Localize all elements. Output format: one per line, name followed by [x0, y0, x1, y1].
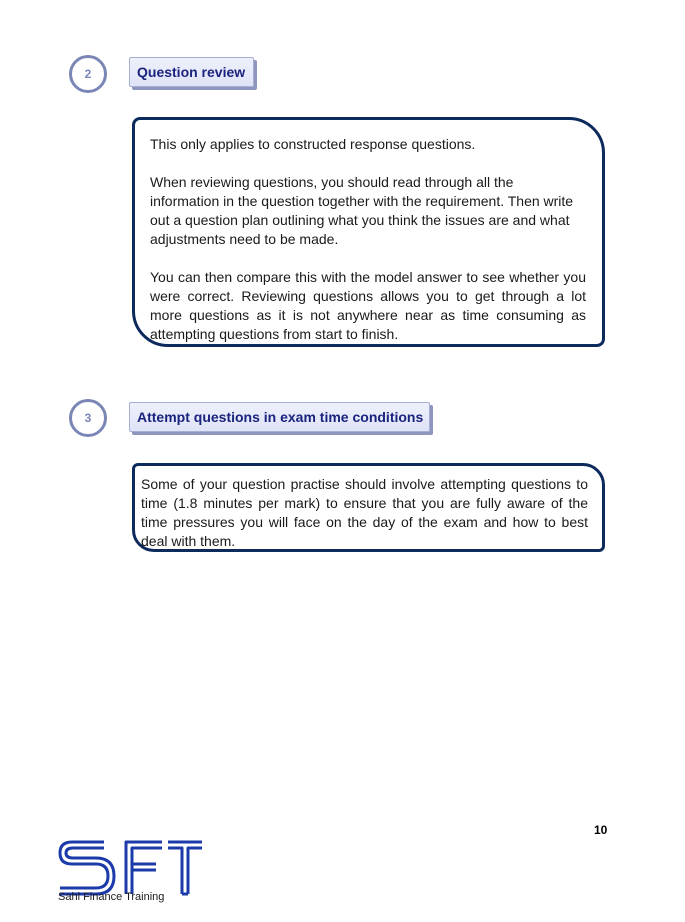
panel-paragraph: This only applies to constructed response questions.: [150, 136, 476, 152]
content-panel: [132, 463, 605, 552]
panel-paragraph: You can then compare this with the model answer to see whether you were correct. Reviewing questions allows you to get through a lot more questions as it is not anywhere near as time consuming as attempting questions from start to finish.: [150, 269, 586, 342]
content-panel: [132, 117, 605, 347]
page-number: 10: [594, 823, 608, 837]
section-heading: Question review: [129, 57, 254, 87]
logo-tagline: Sahl Finance Training: [58, 891, 165, 903]
section-heading: Attempt questions in exam time conditions: [129, 402, 430, 432]
step-number-badge: 2: [69, 55, 107, 93]
step-number-badge: 3: [69, 399, 107, 437]
panel-paragraph: Some of your question practise should involve attempting questions to time (1.8 minutes per mark) to ensure that you are fully aware of the time pressures you will face on the day of the exam and how to best deal with them.: [141, 476, 588, 549]
panel-paragraph: When reviewing questions, you should read through all the information in the question together with the requirement. Then write out a question plan outlining what you think the issues are and what adjustments need to be made.: [150, 174, 574, 247]
